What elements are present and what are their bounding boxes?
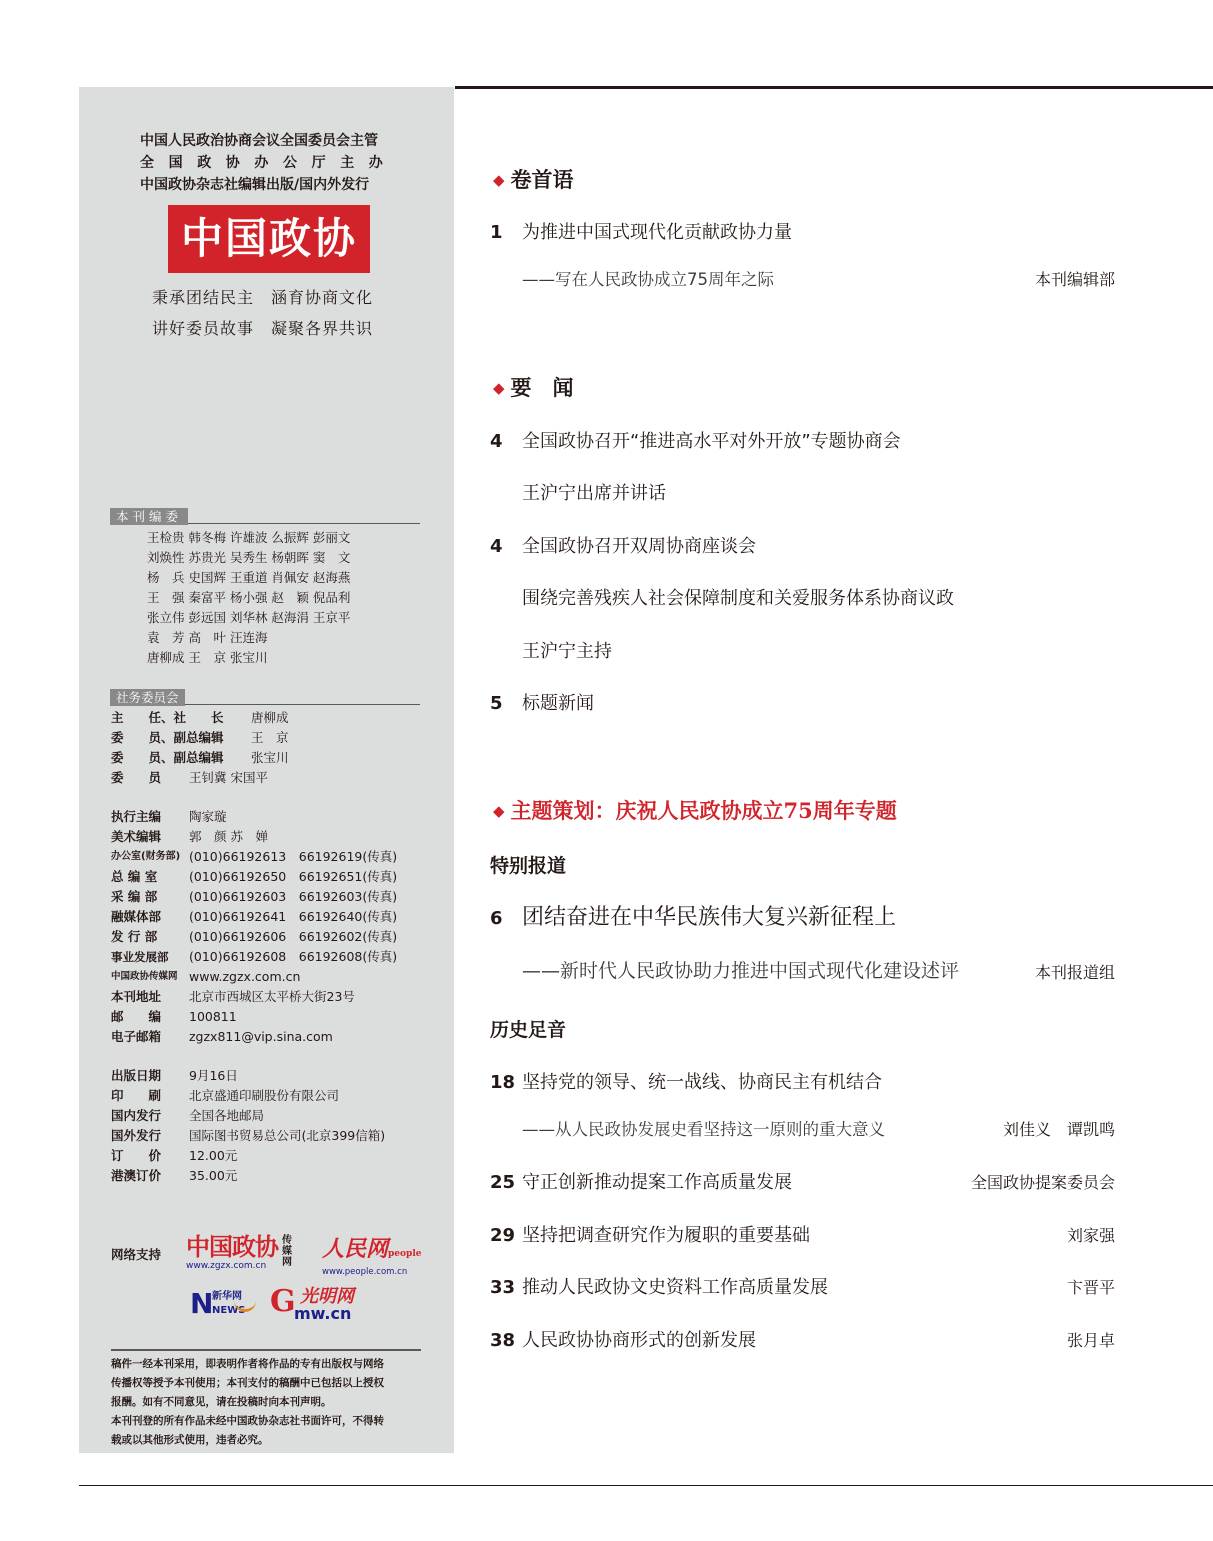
committee-row: 杨 兵 史国辉 王重道 肖佩安 赵海燕 [147, 570, 351, 585]
board-row [111, 748, 289, 768]
dek-text: ——新时代人民政协助力推进中国式现代化建设述评 [522, 960, 960, 982]
pub-row [111, 1066, 385, 1086]
pub-row [111, 1086, 385, 1106]
publication-info [111, 1066, 385, 1186]
contact-row [111, 847, 397, 867]
contact-value: (010)66192650 66192651(传真) [189, 869, 398, 884]
contact-row [111, 807, 397, 827]
page-number: 18 [490, 1072, 516, 1093]
toc-entry[interactable] [490, 535, 1115, 559]
contact-row [111, 907, 397, 927]
entry-author: 刘家强 [1066, 1226, 1115, 1245]
people-logo-url: www.people.com.cn [322, 1267, 408, 1277]
dek-text: ——写在人民政协成立75周年之际 [522, 270, 774, 289]
contact-row [111, 967, 397, 987]
committee-heading-label: 本刊编委 [110, 508, 188, 525]
committee-row: 唐柳成 王 京 张宝川 [147, 650, 268, 665]
subsection-heading: 历史足音 [490, 1019, 567, 1041]
diamond-icon: ◆ [493, 379, 505, 397]
magazine-logo: 中国政协 [168, 205, 370, 273]
pub-row [111, 1146, 385, 1166]
notice-line: 载或以其他形式使用，违者必究。 [111, 1434, 269, 1446]
page-number: 6 [490, 908, 503, 929]
contact-key: 发 行 部 [111, 929, 158, 944]
contact-row [111, 987, 397, 1007]
bottom-rule [79, 1485, 1213, 1486]
notice-line: 稿件一经本刊采用，即表明作者将作品的专有出版权与网络 [111, 1358, 384, 1370]
pub-row [111, 1106, 385, 1126]
contact-key: 本刊地址 [111, 989, 162, 1004]
people-logo-cn: 人民网 [322, 1236, 389, 1262]
people-logo-text [322, 1236, 422, 1267]
board-role: 委 员、副总编辑 [111, 750, 224, 765]
contact-key: 执行主编 [111, 809, 162, 824]
board-member: 王钊冀 宋国平 [189, 770, 268, 785]
pub-value: 国际图书贸易总公司(北京399信箱) [189, 1128, 386, 1143]
contact-value: (010)66192606 66192602(传真) [189, 929, 398, 944]
toc-entry[interactable] [490, 1276, 1115, 1300]
page-number: 25 [490, 1172, 516, 1193]
entry-author: 本刊报道组 [1034, 963, 1115, 982]
contact-value: (010)66192641 66192640(传真) [189, 909, 398, 924]
slogan-line: 秉承团结民主 涵育协商文化 [152, 288, 374, 307]
entry-title: 人民政协协商形式的创新发展 [522, 1330, 756, 1351]
toc-entry[interactable] [490, 903, 1115, 934]
toc-entry[interactable] [490, 1329, 1115, 1353]
contact-key: 总 编 室 [111, 869, 158, 884]
guangming-logo-url: mw.cn [294, 1304, 352, 1323]
page-number: 29 [490, 1225, 516, 1246]
entry-subtitle: 王沪宁出席并讲话 [522, 483, 666, 504]
contact-value: 郭 颜 苏 婵 [189, 829, 268, 844]
zgzx-logo-side: 传媒网 [282, 1235, 292, 1268]
toc-entry[interactable] [490, 692, 1115, 716]
entry-title: 全国政协召开双周协商座谈会 [522, 536, 756, 557]
entry-author: 本刊编辑部 [1034, 270, 1115, 289]
entry-dek [522, 1118, 1115, 1142]
diamond-icon: ◆ [493, 171, 505, 189]
section-title: 要 闻 [510, 375, 574, 400]
publisher-line: 中国人民政治协商会议全国委员会主管 [140, 133, 378, 149]
entry-title: 全国政协召开“推进高水平对外开放”专题协商会 [522, 431, 901, 452]
committee-list [147, 528, 350, 668]
guangming-logo-g: G [270, 1284, 296, 1319]
pub-key: 港澳订价 [111, 1168, 162, 1183]
subsection-heading: 特别报道 [490, 855, 567, 877]
contact-row [111, 887, 397, 907]
pub-row [111, 1126, 385, 1146]
contact-value: 陶家璇 [189, 809, 227, 824]
diamond-icon: ◆ [493, 802, 505, 820]
contact-key: 中国政协传媒网 [111, 971, 178, 982]
zgzx-logo [186, 1233, 306, 1271]
board-role: 委 员、副总编辑 [111, 730, 224, 745]
xinhua-logo-n: N [190, 1287, 214, 1320]
contact-key: 邮 编 [111, 1009, 162, 1024]
board-row [111, 708, 289, 728]
dek-text: ——从人民政协发展史看坚持这一原则的重大意义 [522, 1120, 885, 1139]
entry-author: 卞晋平 [1066, 1278, 1115, 1297]
contact-row [111, 1027, 397, 1047]
entry-subtitle: 王沪宁主持 [522, 641, 612, 662]
page-number: 5 [490, 693, 503, 714]
pub-value: 全国各地邮局 [189, 1108, 265, 1123]
contact-row [111, 827, 397, 847]
xinhua-logo [190, 1287, 260, 1321]
contact-key: 融媒体部 [111, 909, 162, 924]
entry-title: 为推进中国式现代化贡献政协力量 [522, 222, 792, 243]
committee-row: 刘焕性 苏贵光 吴秀生 杨朝晖 窦 文 [147, 550, 351, 565]
publisher-line: 中国政协杂志社编辑出版/国内外发行 [140, 177, 370, 193]
entry-title: 标题新闻 [522, 693, 594, 714]
board-list [111, 708, 289, 788]
board-role: 委 员 [111, 770, 162, 785]
board-row [111, 728, 289, 748]
toc-entry[interactable] [490, 1171, 1115, 1195]
section-heading [493, 374, 574, 402]
contact-list [111, 807, 397, 1047]
toc-entry[interactable] [490, 221, 1115, 245]
board-member: 唐柳成 [251, 710, 289, 725]
contact-value: 北京市西城区太平桥大街23号 [189, 989, 355, 1004]
slogan-line: 讲好委员故事 凝聚各界共识 [152, 319, 374, 338]
page-number: 38 [490, 1330, 516, 1351]
board-member: 张宝川 [251, 750, 289, 765]
toc-entry[interactable] [490, 430, 1115, 454]
guangming-logo-cn: 光明网 [300, 1286, 354, 1307]
committee-row: 王检贵 韩冬梅 许雄波 么振辉 彭丽文 [147, 530, 351, 545]
contact-value: zgzx811@vip.sina.com [189, 1029, 333, 1044]
pub-value: 12.00元 [189, 1148, 238, 1163]
pub-key: 国外发行 [111, 1128, 162, 1143]
publisher-line: 全国政协办公厅主办 [140, 155, 398, 171]
contact-key: 美术编辑 [111, 829, 162, 844]
contact-row [111, 947, 397, 967]
pub-key: 订 价 [111, 1148, 162, 1163]
committee-row: 王 强 秦富平 杨小强 赵 颖 倪品利 [147, 590, 351, 605]
pub-key: 出版日期 [111, 1068, 162, 1083]
contact-value: 100811 [189, 1009, 237, 1024]
board-member: 王 京 [251, 730, 289, 745]
page-number: 1 [490, 222, 503, 243]
contact-key: 电子邮箱 [111, 1029, 162, 1044]
pub-value: 35.00元 [189, 1168, 238, 1183]
copyright-notice [111, 1355, 423, 1450]
contact-key: 采 编 部 [111, 889, 158, 904]
people-logo-en: people [388, 1249, 422, 1259]
entry-title: 坚持把调查研究作为履职的重要基础 [522, 1225, 810, 1246]
board-heading [110, 687, 420, 705]
contact-row [111, 927, 397, 947]
board-heading-label: 社务委员会 [110, 689, 185, 706]
contact-value: (010)66192613 66192619(传真) [189, 849, 398, 864]
entry-author: 全国政协提案委员会 [970, 1173, 1115, 1192]
entry-title: 推动人民政协文史资料工作高质量发展 [522, 1277, 828, 1298]
pub-value: 北京盛通印刷股份有限公司 [189, 1088, 340, 1103]
notice-line: 本刊刊登的所有作品未经中国政协杂志社书面许可，不得转 [111, 1415, 384, 1427]
page-number: 4 [490, 536, 503, 557]
entry-author: 张月卓 [1066, 1331, 1115, 1350]
contact-value: (010)66192608 66192608(传真) [189, 949, 398, 964]
entry-title: 坚持党的领导、统一战线、协商民主有机结合 [522, 1072, 882, 1093]
board-role: 主 任、社 长 [111, 710, 224, 725]
section-title: 卷首语 [510, 167, 574, 192]
section-title: 主题策划：庆祝人民政协成立75周年专题 [510, 798, 897, 823]
xinhua-logo-cn: 新华网 [212, 1291, 242, 1302]
section-heading [493, 166, 574, 194]
guangming-logo [270, 1282, 380, 1322]
notice-rule [111, 1349, 421, 1351]
contact-value: www.zgzx.com.cn [189, 969, 301, 984]
zgzx-logo-text: 中国政协 [186, 1232, 278, 1261]
section-heading [493, 797, 897, 825]
pub-key: 印 刷 [111, 1088, 162, 1103]
notice-line: 报酬。如有不同意见，请在投稿时向本刊声明。 [111, 1396, 332, 1408]
pub-row [111, 1166, 385, 1186]
pub-key: 国内发行 [111, 1108, 162, 1123]
contact-row [111, 867, 397, 887]
page-number: 4 [490, 431, 503, 452]
entry-dek [522, 268, 1115, 292]
entry-title: 团结奋进在中华民族伟大复兴新征程上 [522, 905, 897, 930]
contact-key: 办公室(财务部) [111, 851, 181, 862]
board-row [111, 768, 289, 788]
contact-value: (010)66192603 66192603(传真) [189, 889, 398, 904]
notice-line: 传播权等授予本刊使用；本刊支付的稿酬中已包括以上授权 [111, 1377, 384, 1389]
committee-heading [110, 506, 420, 524]
toc-entry[interactable] [490, 1071, 1115, 1095]
page-number: 33 [490, 1277, 516, 1298]
contact-key: 事业发展部 [111, 950, 169, 964]
entry-subtitle: 围绕完善残疾人社会保障制度和关爱服务体系协商议政 [522, 588, 954, 609]
zgzx-logo-url: www.zgzx.com.cn [186, 1261, 267, 1271]
entry-title: 守正创新推动提案工作高质量发展 [522, 1172, 792, 1193]
top-rule [455, 86, 1213, 89]
entry-author: 刘佳义 谭凯鸣 [1002, 1120, 1115, 1139]
contact-row [111, 1007, 397, 1027]
xinhua-logo-en: NEWS [212, 1305, 246, 1316]
people-logo [322, 1236, 422, 1277]
entry-dek [522, 959, 1115, 983]
toc-entry[interactable] [490, 1224, 1115, 1248]
pub-value: 9月16日 [189, 1068, 238, 1083]
committee-row: 张立伟 彭远国 刘华林 赵海涓 王京平 [147, 610, 351, 625]
network-support-label: 网络支持 [111, 1247, 162, 1262]
committee-row: 袁 芳 高 叶 汪连海 [147, 630, 268, 645]
